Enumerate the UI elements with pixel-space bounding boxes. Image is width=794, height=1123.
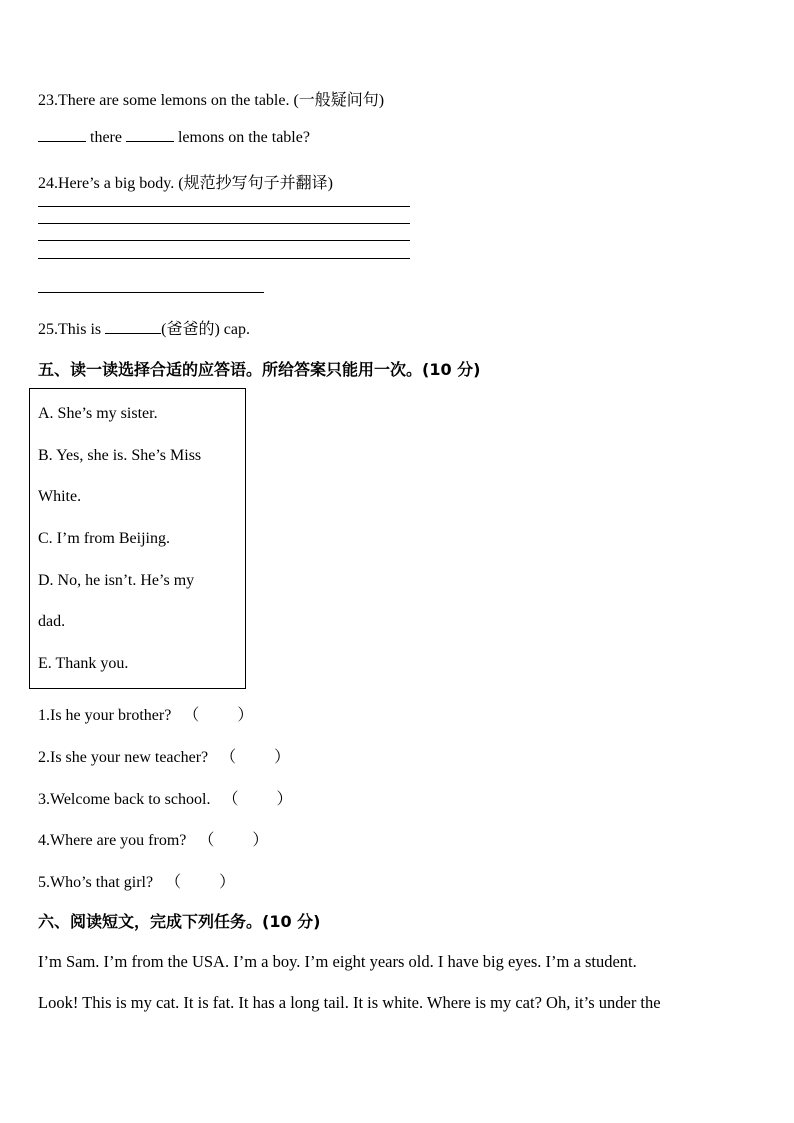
question-5 bbox=[38, 869, 235, 892]
question-1 bbox=[38, 702, 253, 725]
q25-line bbox=[38, 316, 250, 339]
q23-answer-word2: lemons on the table? bbox=[177, 129, 310, 146]
option-e: E. Thank you. bbox=[38, 655, 129, 672]
option-d-cont: dad. bbox=[38, 613, 66, 630]
section6-heading: 六、阅读短文，完成下列任务。(10 分) bbox=[38, 912, 321, 931]
passage-line: Look! This is my cat. It is fat. It has a long tail. It is white. Where is my cat? Oh, it’s under the bbox=[38, 993, 661, 1012]
option-b: B. Yes, she is. She’s Miss bbox=[38, 447, 202, 464]
passage-line: I’m Sam. I’m from the USA. I’m a boy. I’m eight years old. I have big eyes. I’m a student. bbox=[38, 952, 637, 971]
writing-line[interactable] bbox=[38, 223, 410, 224]
answer-blank[interactable] bbox=[126, 140, 174, 142]
writing-line[interactable] bbox=[38, 206, 410, 207]
question-4 bbox=[38, 827, 268, 850]
option-b-cont: White. bbox=[38, 488, 82, 505]
answer-blank[interactable] bbox=[105, 332, 161, 334]
question-text: 4.Where are you from? bbox=[38, 832, 187, 849]
option-c: C. I’m from Beijing. bbox=[38, 530, 170, 547]
q24-prompt: 24.Here’s a big body. (规范抄写句子并翻译) bbox=[38, 175, 333, 192]
question-text: 3.Welcome back to school. bbox=[38, 791, 211, 808]
q23-prompt: 23.There are some lemons on the table. (一般疑问句) bbox=[38, 92, 385, 109]
question-text: 1.Is he your brother? bbox=[38, 707, 172, 724]
question-text: 2.Is she your new teacher? bbox=[38, 749, 209, 766]
answer-paren[interactable]: （ ） bbox=[220, 747, 291, 766]
answer-paren[interactable]: （ ） bbox=[183, 705, 254, 724]
q23-answer-word1: there bbox=[90, 129, 122, 146]
question-2 bbox=[38, 744, 290, 767]
q25-text-after: (爸爸的) cap. bbox=[161, 321, 250, 338]
option-a: A. She’s my sister. bbox=[38, 405, 158, 422]
option-d: D. No, he isn’t. He’s my bbox=[38, 572, 195, 589]
q23-answer-line bbox=[38, 129, 310, 147]
answer-paren[interactable]: （ ） bbox=[165, 872, 236, 891]
section5-heading: 五、读一读选择合适的应答语。所给答案只能用一次。(10 分) bbox=[38, 360, 481, 379]
writing-line[interactable] bbox=[38, 240, 410, 241]
translation-line[interactable] bbox=[38, 292, 264, 293]
answer-paren[interactable]: （ ） bbox=[198, 830, 269, 849]
answer-paren[interactable]: （ ） bbox=[222, 789, 293, 808]
writing-line[interactable] bbox=[38, 258, 410, 259]
question-text: 5.Who’s that girl? bbox=[38, 874, 154, 891]
q25-text-before: 25.This is bbox=[38, 321, 102, 338]
question-3 bbox=[38, 786, 292, 809]
answer-blank[interactable] bbox=[38, 140, 86, 142]
